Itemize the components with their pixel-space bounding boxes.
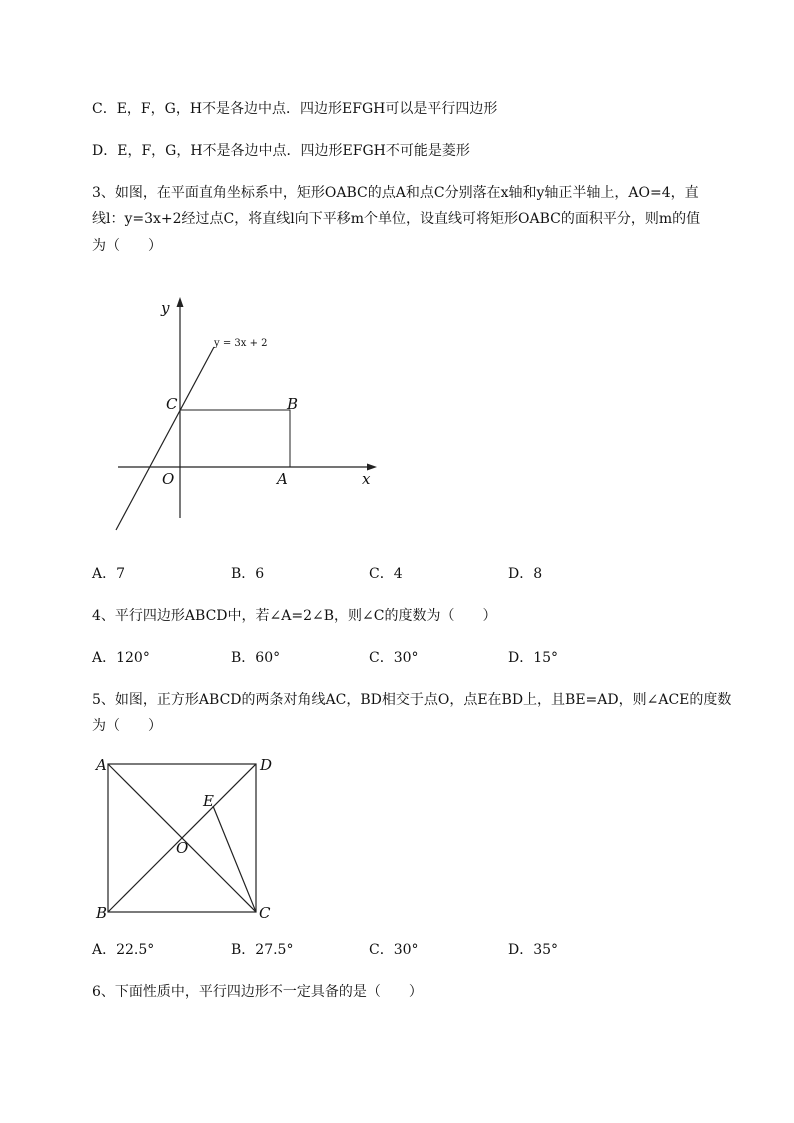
point-label-a: A [277,470,288,488]
option-d[interactable]: D．35° [508,942,559,958]
question-5-square-figure [90,752,290,927]
question-3-text-line-3: 为（ ） [92,238,162,254]
segment-ec [213,806,256,912]
question-6-text: 6、下面性质中，平行四边形不一定具备的是（ ） [92,984,423,1000]
option-b[interactable]: B．27.5° [231,942,294,958]
option-a[interactable]: A．7 [92,566,126,582]
axis-label-x: x [362,470,371,488]
option-c[interactable]: C．4 [369,566,403,582]
point-label-o: O [162,470,175,488]
question-3-coordinate-figure [100,290,400,540]
option-c[interactable]: C．30° [369,942,419,958]
point-label-e: E [203,792,214,810]
point-label-d: D [260,756,273,774]
option-a[interactable]: A．120° [92,650,150,666]
point-label-b: B [287,395,299,413]
option-b[interactable]: B．6 [231,566,265,582]
option-d[interactable]: D．15° [508,650,559,666]
question-5-text-line-2: 为（ ） [92,718,162,734]
option-a[interactable]: A．22.5° [92,942,155,958]
question-4-options [92,648,652,668]
point-label-c: C [166,395,178,413]
question-3-text-line-2: 线l：y=3x+2经过点C，将直线l向下平移m个单位，设直线可将矩形OABC的面积平分，则m的值 [92,211,701,227]
y-axis-arrow [177,297,184,307]
rectangle-oabc [180,410,290,467]
option-d[interactable]: D．8 [508,566,543,582]
option-c[interactable]: C．30° [369,650,419,666]
point-label-o: O [176,839,189,857]
axis-label-y: y [161,299,170,317]
line-equation-label: y = 3x + 2 [214,338,268,349]
question-3-options [92,564,652,584]
question-5-options [92,940,652,960]
question-4-text: 4、平行四边形ABCD中，若∠A=2∠B，则∠C的度数为（ ） [92,608,497,624]
point-label-c: C [259,904,271,922]
question-2-option-c: C．E，F，G，H不是各边中点．四边形EFGH可以是平行四边形 [92,101,498,117]
point-label-a: A [96,756,107,774]
question-2-option-d: D．E，F，G，H不是各边中点．四边形EFGH不可能是菱形 [92,143,470,159]
point-label-b: B [96,904,108,922]
line-l [116,347,214,530]
question-5-text-line-1: 5、如图，正方形ABCD的两条对角线AC，BD相交于点O，点E在BD上，且BE=AD，则∠ACE的度数 [92,692,732,708]
option-b[interactable]: B．60° [231,650,281,666]
question-3-text-line-1: 3、如图，在平面直角坐标系中，矩形OABC的点A和点C分别落在x轴和y轴正半轴上，AO=4，直 [92,185,699,201]
